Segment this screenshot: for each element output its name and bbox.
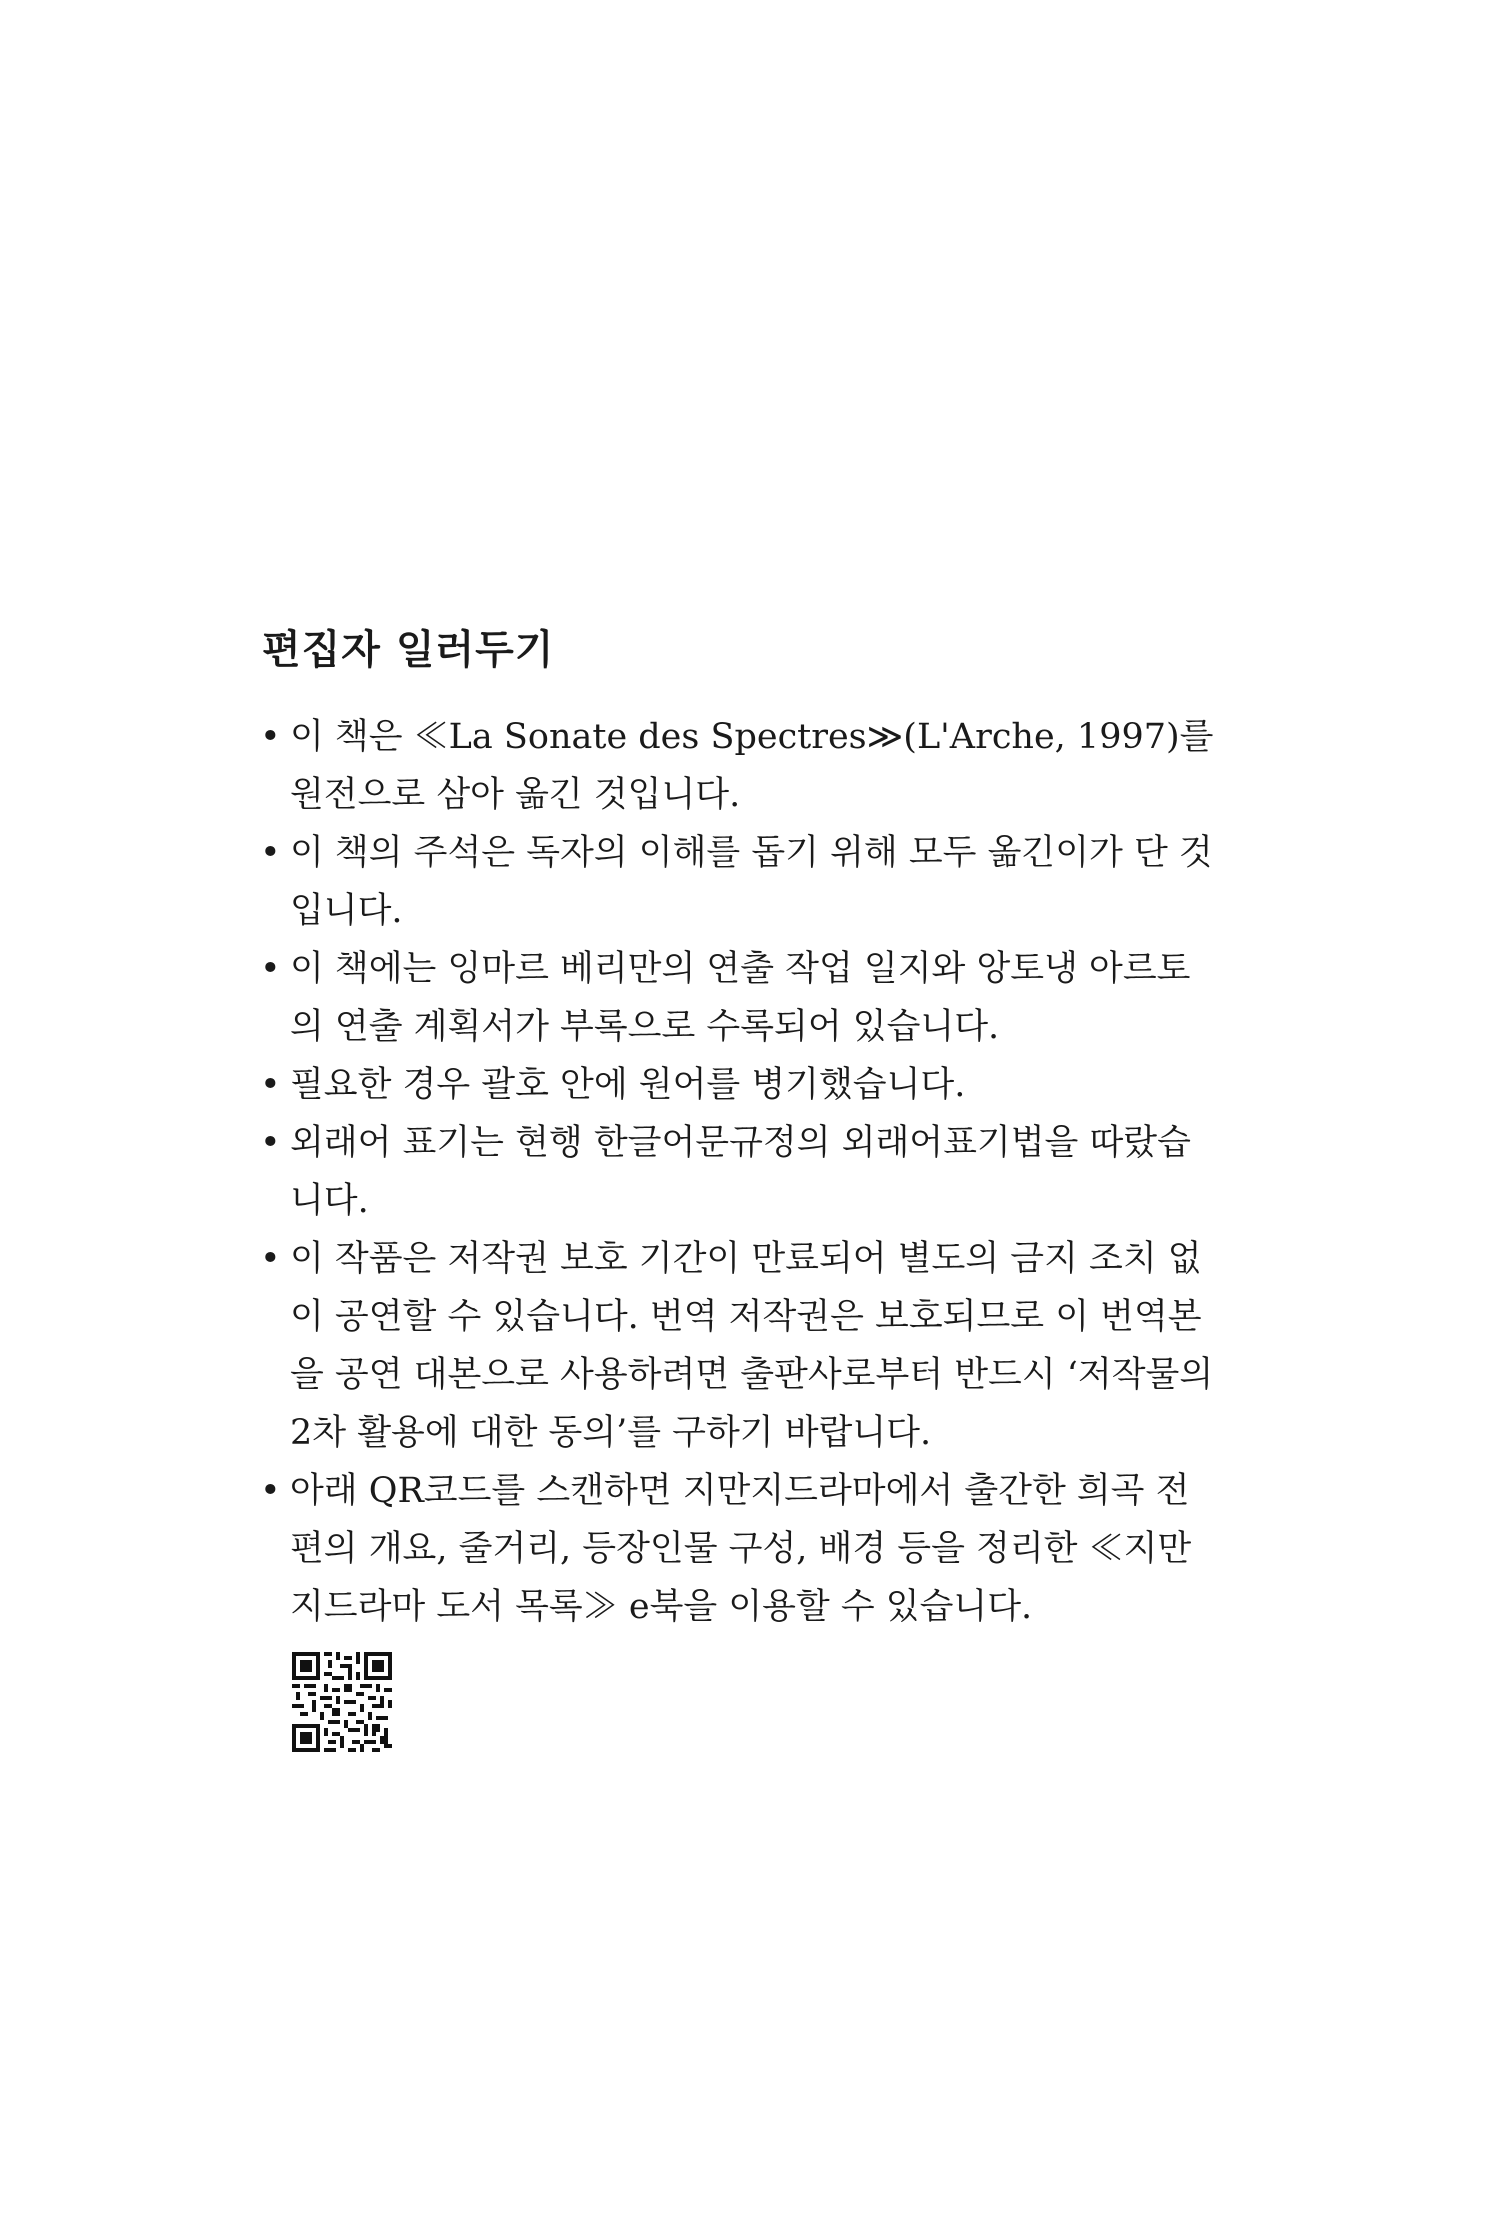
list-item bbox=[260, 940, 1220, 1056]
list-item bbox=[260, 1056, 1220, 1114]
bullet-icon: • bbox=[260, 717, 281, 757]
list-item bbox=[260, 1230, 1220, 1462]
note-text: 이 작품은 저작권 보호 기간이 만료되어 별도의 금지 조치 없이 공연할 수 있습니다. 번역 저작권은 보호되므로 이 번역본을 공연 대본으로 사용하려면 출판사로부터 반드시 ‘저작물의 2차 활용에 대한 동의’를 구하기 바랍니다. bbox=[290, 1239, 1214, 1453]
bullet-icon: • bbox=[260, 1123, 281, 1163]
page-title: 편집자 일러두기 bbox=[262, 626, 555, 673]
list-item bbox=[260, 1462, 1220, 1636]
note-text: 아래 QR코드를 스캔하면 지만지드라마에서 출간한 희곡 전편의 개요, 줄거리, 등장인물 구성, 배경 등을 정리한 ≪지만지드라마 도서 목록≫ e북을 이용할 수 있습니다. bbox=[290, 1471, 1192, 1627]
bullet-icon: • bbox=[260, 1239, 281, 1279]
bullet-icon: • bbox=[260, 833, 281, 873]
list-item bbox=[260, 708, 1220, 824]
list-item bbox=[260, 824, 1220, 940]
note-text: 이 책에는 잉마르 베리만의 연출 작업 일지와 앙토냉 아르토의 연출 계획서가 부록으로 수록되어 있습니다. bbox=[290, 949, 1191, 1047]
note-text: 필요한 경우 괄호 안에 원어를 병기했습니다. bbox=[290, 1065, 966, 1105]
note-text: 이 책은 ≪La Sonate des Spectres≫(L'Arche, 1997)를 원전으로 삼아 옮긴 것입니다. bbox=[290, 717, 1214, 815]
editor-notes-list bbox=[260, 708, 1220, 1636]
bullet-icon: • bbox=[260, 1065, 281, 1105]
qr-code-icon[interactable] bbox=[292, 1652, 392, 1752]
note-text: 이 책의 주석은 독자의 이해를 돕기 위해 모두 옮긴이가 단 것입니다. bbox=[290, 833, 1213, 931]
note-text: 외래어 표기는 현행 한글어문규정의 외래어표기법을 따랐습니다. bbox=[290, 1123, 1191, 1221]
bullet-icon: • bbox=[260, 949, 281, 989]
list-item bbox=[260, 1114, 1220, 1230]
bullet-icon: • bbox=[260, 1471, 281, 1511]
